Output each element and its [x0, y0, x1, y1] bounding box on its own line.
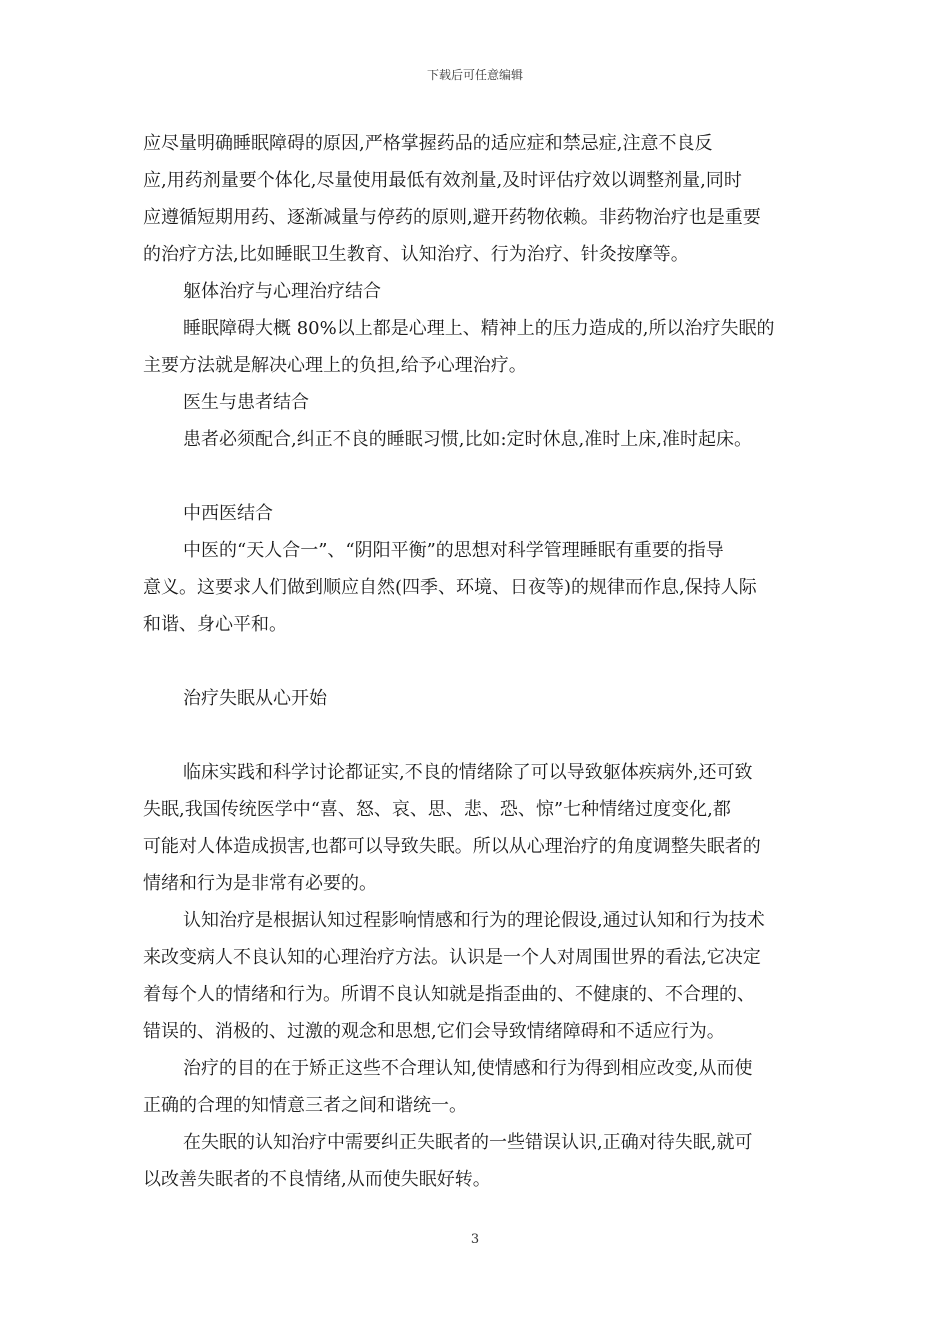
text-line: 应,用药剂量要个体化,尽量使用最低有效剂量,及时评估疗效以调整剂量,同时 — [143, 170, 742, 191]
text-line: 可能对人体造成损害,也都可以导致失眠。所以从心理治疗的角度调整失眠者的 — [143, 836, 761, 857]
section-heading: 治疗失眠从心开始 — [183, 688, 327, 709]
text-line: 和谐、身心平和。 — [143, 614, 287, 635]
text-line: 主要方法就是解决心理上的负担,给予心理治疗。 — [143, 355, 527, 376]
document-body — [143, 125, 807, 1198]
text-line: 临床实践和科学讨论都证实,不良的情绪除了可以导致躯体疾病外,还可致 — [183, 762, 753, 783]
page-number: 3 — [470, 1232, 480, 1247]
text-line: 中医的“天人合一”、“阴阳平衡”的思想对科学管理睡眠有重要的指导 — [183, 540, 724, 561]
paragraph-gap — [143, 717, 807, 754]
text-line: 着每个人的情绪和行为。所谓不良认知就是指歪曲的、不健康的、不合理的、 — [143, 984, 755, 1005]
text-line: 在失眠的认知治疗中需要纠正失眠者的一些错误认识,正确对待失眠,就可 — [183, 1132, 753, 1153]
page-header: 下载后可任意编辑 — [426, 68, 523, 82]
text-line: 治疗的目的在于矫正这些不合理认知,使情感和行为得到相应改变,从而使 — [183, 1058, 753, 1079]
text-line: 意义。这要求人们做到顺应自然(四季、环境、日夜等)的规律而作息,保持人际 — [143, 577, 757, 598]
text-line: 应尽量明确睡眠障碍的原因,严格掌握药品的适应症和禁忌症,注意不良反 — [143, 133, 713, 154]
text-line: 应遵循短期用药、逐渐减量与停药的原则,避开药物依赖。非药物治疗也是重要 — [143, 207, 761, 228]
text-line: 正确的合理的知情意三者之间和谐统一。 — [143, 1095, 467, 1116]
text-line: 睡眠障碍大概 80%以上都是心理上、精神上的压力造成的,所以治疗失眠的 — [183, 318, 775, 339]
text-line: 来改变病人不良认知的心理治疗方法。认识是一个人对周围世界的看法,它决定 — [143, 947, 761, 968]
text-line: 患者必须配合,纠正不良的睡眠习惯,比如:定时休息,准时上床,准时起床。 — [183, 429, 752, 450]
text-line: 错误的、消极的、过激的观念和思想,它们会导致情绪障碍和不适应行为。 — [143, 1021, 725, 1042]
section-heading: 中西医结合 — [183, 503, 273, 524]
paragraph-gap — [143, 458, 807, 495]
section-heading: 医生与患者结合 — [183, 392, 309, 413]
section-heading: 躯体治疗与心理治疗结合 — [183, 281, 381, 302]
paragraph-gap — [143, 643, 807, 680]
text-line: 以改善失眠者的不良情绪,从而使失眠好转。 — [143, 1169, 491, 1190]
text-line: 情绪和行为是非常有必要的。 — [143, 873, 377, 894]
text-line: 认知治疗是根据认知过程影响情感和行为的理论假设,通过认知和行为技术 — [183, 910, 765, 931]
text-line: 失眠,我国传统医学中“喜、怒、哀、思、悲、恐、惊”七种情绪过度变化,都 — [143, 799, 731, 820]
text-line: 的治疗方法,比如睡眠卫生教育、认知治疗、行为治疗、针灸按摩等。 — [143, 244, 689, 265]
